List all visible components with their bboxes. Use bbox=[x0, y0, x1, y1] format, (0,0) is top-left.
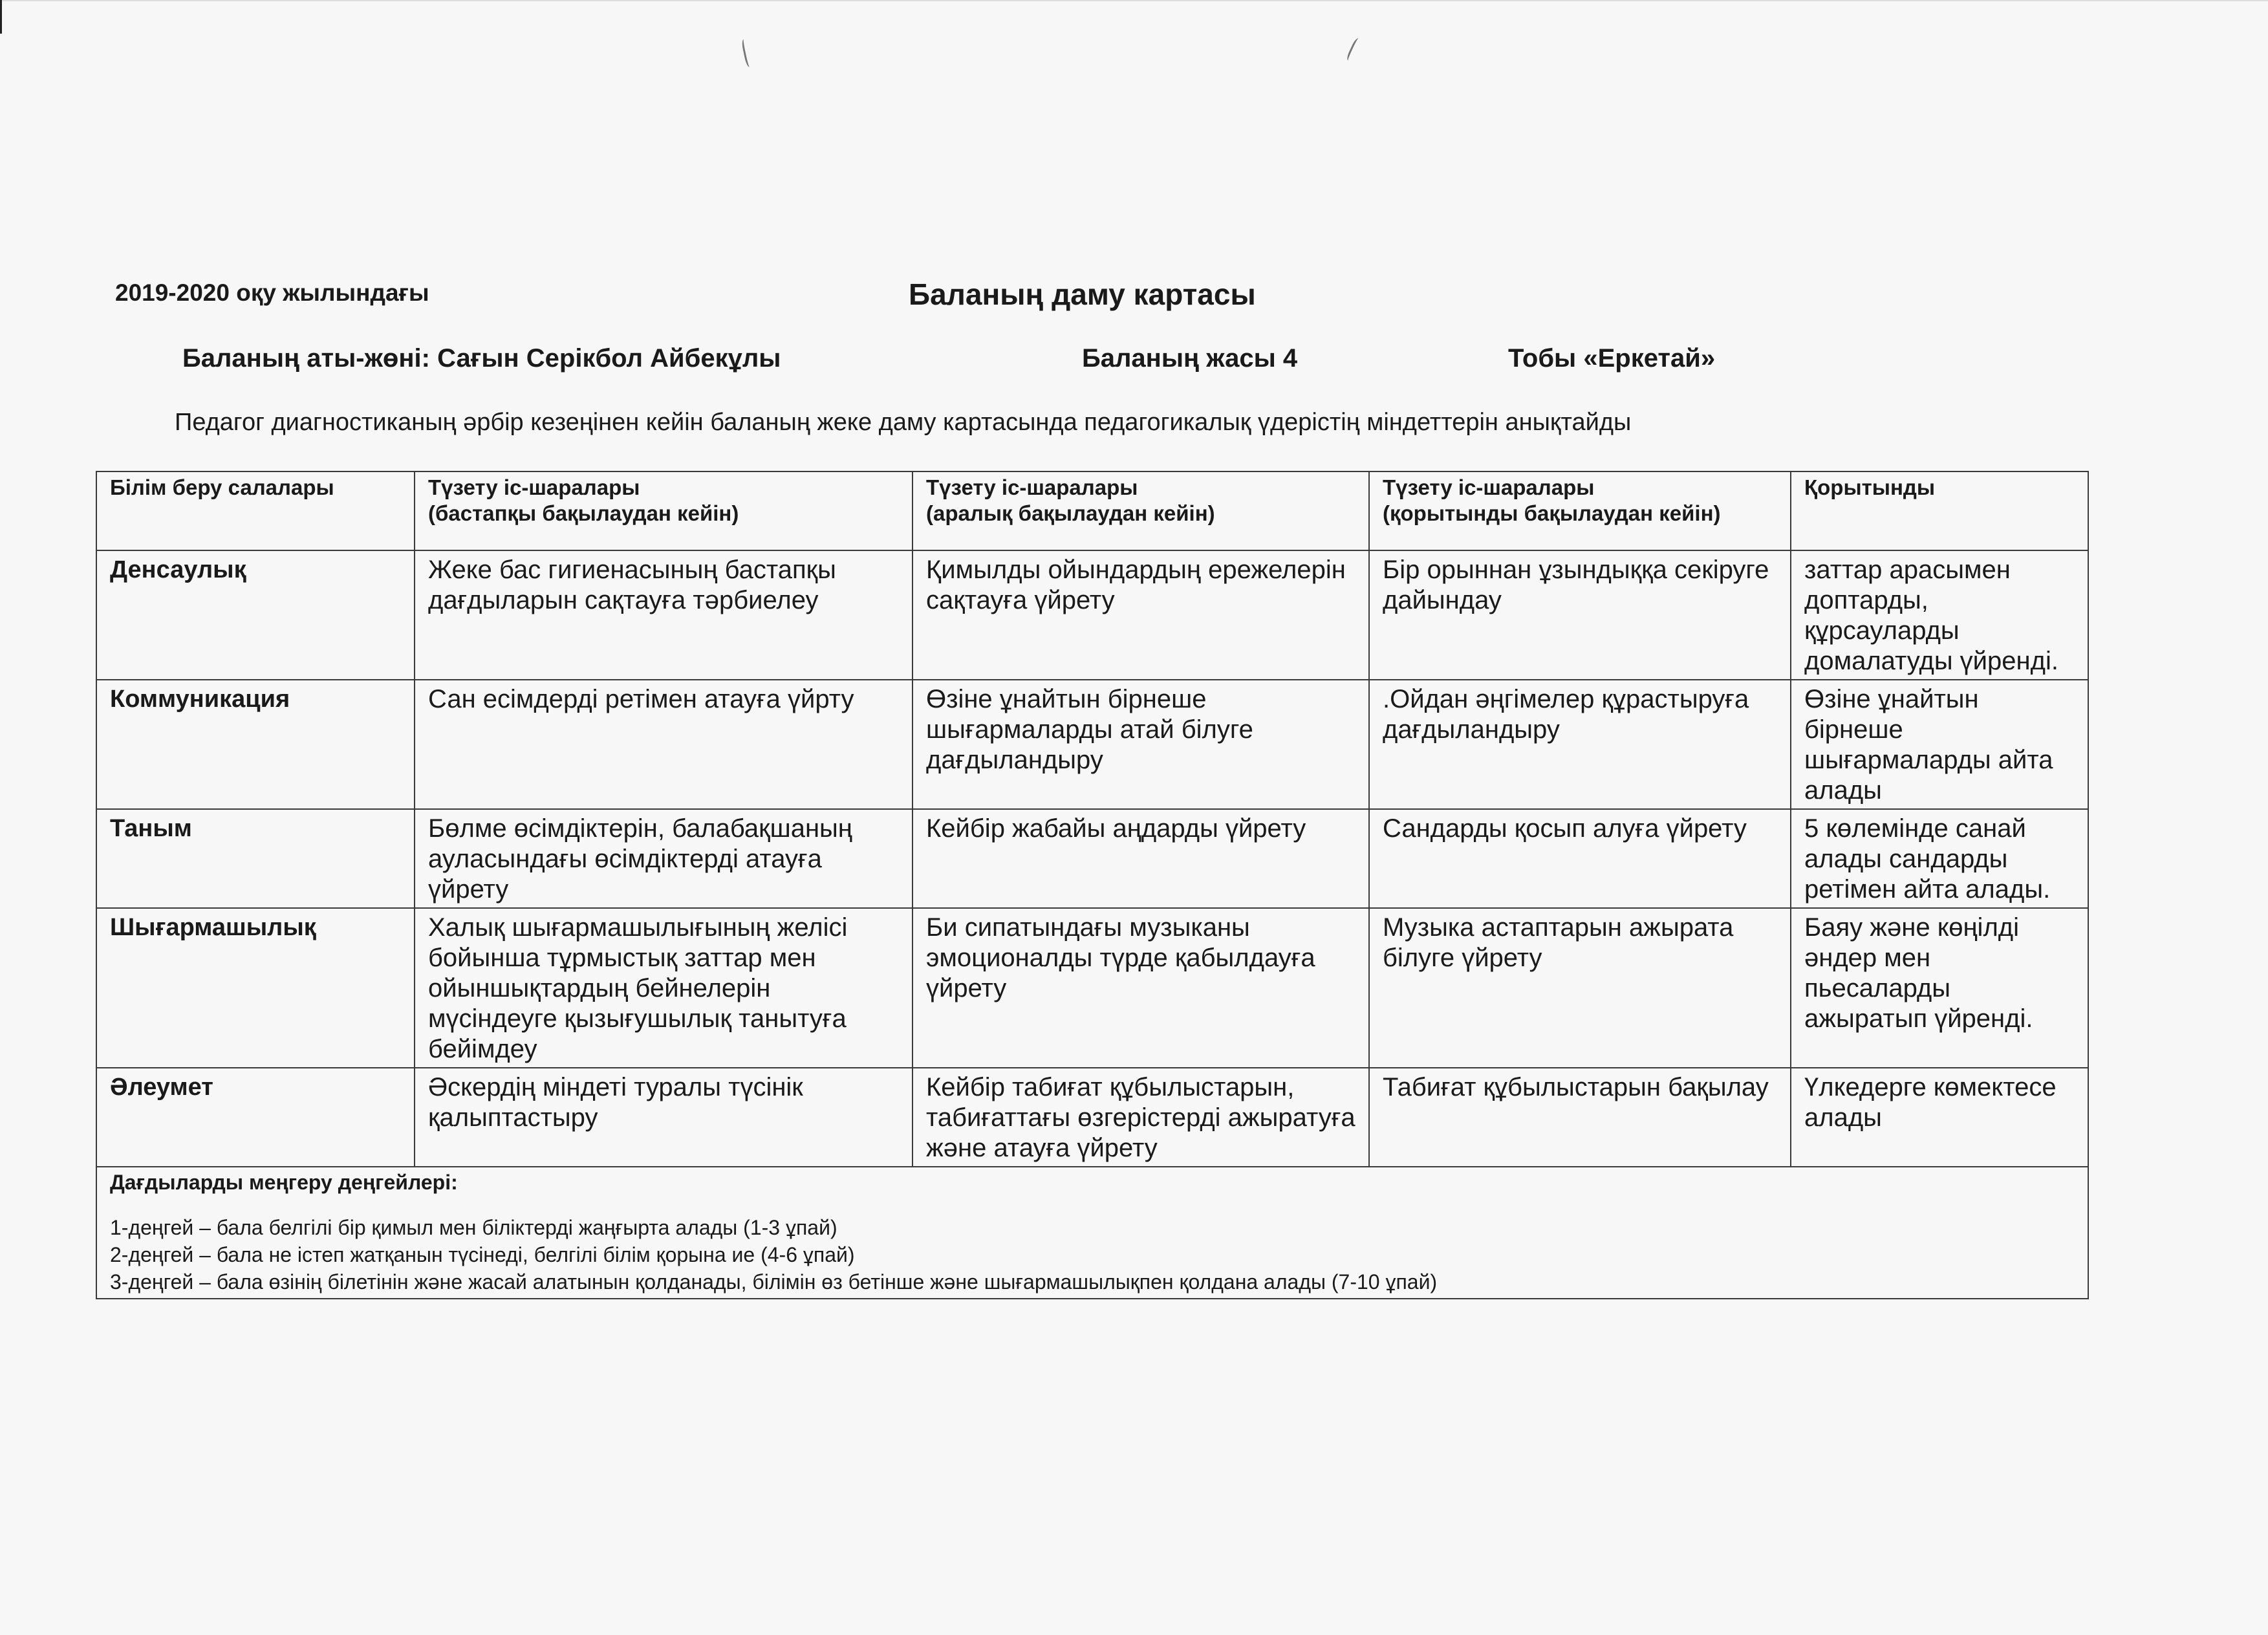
row-area: Шығармашылық bbox=[96, 908, 415, 1068]
row-area: Әлеумет bbox=[96, 1068, 415, 1167]
header-correction-interim: Түзету іс-шаралары (аралық бақылаудан кейін) bbox=[913, 471, 1369, 550]
row-correction-interim: Кейбір жабайы аңдарды үйрету bbox=[913, 809, 1369, 908]
row-correction-interim: Кейбір табиғат құбылыстарын, табиғаттағы өзгерістерді ажыратуға және атауға үйрету bbox=[913, 1068, 1369, 1167]
table-row bbox=[96, 1068, 2088, 1167]
row-result: 5 көлемінде санай алады сандарды ретімен айта алады. bbox=[1791, 809, 2088, 908]
row-correction-initial: Әскердің міндеті туралы түсінік қалыптастыру bbox=[415, 1068, 913, 1167]
row-correction-initial: Бөлме өсімдіктерін, балабақшаның ауласындағы өсімдіктерді атауға үйрету bbox=[415, 809, 913, 908]
row-correction-interim: Қимылды ойындардың ережелерін сақтауға үйрету bbox=[913, 550, 1369, 680]
child-group: Тобы «Еркетай» bbox=[1508, 344, 1716, 373]
levels-title: Дағдыларды меңгеру деңгейлері: bbox=[110, 1171, 458, 1194]
levels-row bbox=[96, 1167, 2088, 1299]
scan-artifact-right bbox=[1345, 37, 1362, 62]
child-age: Баланың жасы 4 bbox=[1082, 344, 1298, 373]
row-result: Өзіне ұнайтын бірнеше шығармаларды айта алады bbox=[1791, 680, 2088, 809]
level-2: 2-деңгей – бала не істеп жатқанын түсінеді, белгілі білім қорына ие (4-6 ұпай) bbox=[110, 1243, 855, 1266]
row-correction-final: Табиғат құбылыстарын бақылау bbox=[1369, 1068, 1791, 1167]
academic-year: 2019-2020 оқу жылындағы bbox=[115, 279, 429, 306]
row-correction-final: Сандарды қосып алуға үйрету bbox=[1369, 809, 1791, 908]
scan-artifact-left bbox=[741, 38, 754, 67]
level-1: 1-деңгей – бала белгілі бір қимыл мен біліктерді жаңғырта алады (1-3 ұпай) bbox=[110, 1216, 837, 1239]
table-row bbox=[96, 680, 2088, 809]
row-correction-final: Музыка астаптарын ажырата білуге үйрету bbox=[1369, 908, 1791, 1068]
development-card-table bbox=[96, 471, 2089, 1299]
header-result: Қорытынды bbox=[1791, 471, 2088, 550]
row-area: Денсаулық bbox=[96, 550, 415, 680]
row-correction-interim: Өзіне ұнайтын бірнеше шығармаларды атай білуге дағдыландыру bbox=[913, 680, 1369, 809]
table-row bbox=[96, 550, 2088, 680]
row-correction-interim: Би сипатындағы музыканы эмоционалды түрде қабылдауға үйрету bbox=[913, 908, 1369, 1068]
intro-text: Педагог диагностиканың әрбір кезеңінен кейін баланың жеке даму картасында педагогикалық үдерістің міндеттерін анықтайды bbox=[175, 409, 1632, 436]
row-result: Үлкедерге көмектесе алады bbox=[1791, 1068, 2088, 1167]
row-area: Коммуникация bbox=[96, 680, 415, 809]
header-correction-final: Түзету іс-шаралары (қорытынды бақылаудан кейін) bbox=[1369, 471, 1791, 550]
table-row bbox=[96, 908, 2088, 1068]
row-result: Баяу және көңілді әндер мен пьесаларды ажыратып үйренді. bbox=[1791, 908, 2088, 1068]
level-3: 3-деңгей – бала өзінің білетінін және жасай алатынын қолданады, білімін өз бетінше және шығармашылықпен қолдана алады (7-10 ұпай) bbox=[110, 1270, 1438, 1294]
document-title: Баланың даму картасы bbox=[909, 277, 1256, 311]
row-area: Таным bbox=[96, 809, 415, 908]
table-row bbox=[96, 809, 2088, 908]
row-correction-initial: Сан есімдерді ретімен атауға үйрту bbox=[415, 680, 913, 809]
row-result: заттар арасымен доптарды, құрсауларды домалатуды үйренді. bbox=[1791, 550, 2088, 680]
row-correction-initial: Халық шығармашылығының желісі бойынша тұрмыстық заттар мен ойыншықтардың бейнелерін мүсіндеуге қызығушылық танытуға бейімдеу bbox=[415, 908, 913, 1068]
row-correction-initial: Жеке бас гигиенасының бастапқы дағдыларын сақтауға тәрбиелеу bbox=[415, 550, 913, 680]
table-header-row bbox=[96, 471, 2088, 550]
scan-corner-mark bbox=[0, 0, 2, 34]
child-name: Баланың аты-жөні: Сағын Серікбол Айбекұлы bbox=[182, 344, 781, 373]
header-correction-initial: Түзету іс-шаралары (бастапқы бақылаудан кейін) bbox=[415, 471, 913, 550]
header-area: Білім беру салалары bbox=[96, 471, 415, 550]
row-correction-final: .Ойдан әңгімелер құрастыруға дағдыландыру bbox=[1369, 680, 1791, 809]
scan-top-edge bbox=[0, 0, 2268, 1]
row-correction-final: Бір орыннан ұзындыққа секіруге дайындау bbox=[1369, 550, 1791, 680]
skill-levels-legend bbox=[96, 1167, 2088, 1299]
